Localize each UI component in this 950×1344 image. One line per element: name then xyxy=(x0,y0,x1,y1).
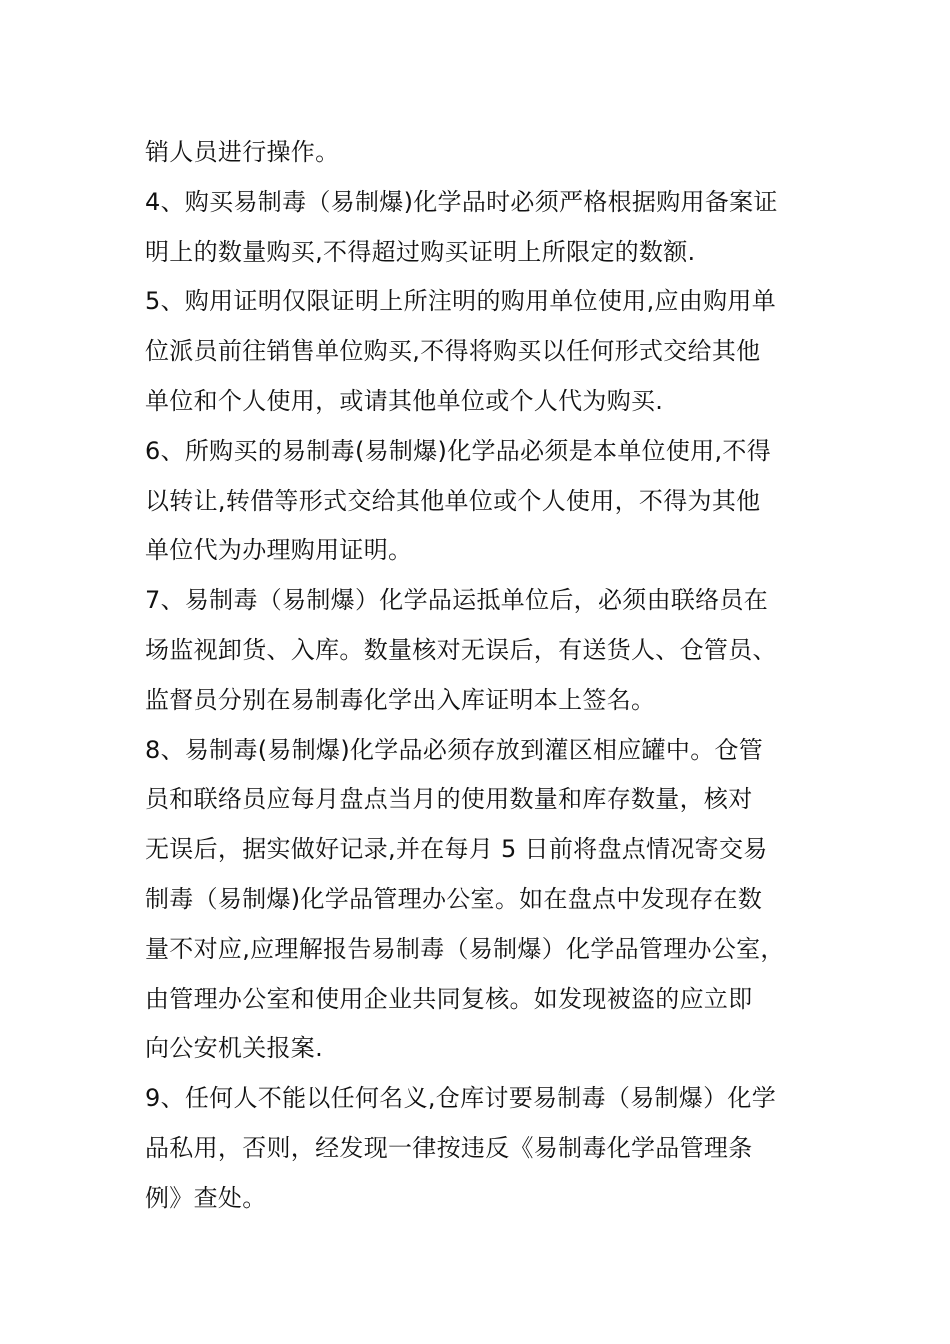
paragraph-item-5: 5、购用证明仅限证明上所注明的购用单位使用,应由购用单 位派员前往销售单位购买,不得将购买以任何形式交给其他 单位和个人使用，或请其他单位或个人代为购买. xyxy=(145,287,776,415)
paragraph-continuation: 销人员进行操作。 xyxy=(145,138,340,166)
document-body xyxy=(145,128,810,1224)
paragraph-item-4: 4、购买易制毒（易制爆)化学品时必须严格根据购用备案证 明上的数量购买,不得超过购买证明上所限定的数额. xyxy=(145,187,778,266)
paragraph-item-6: 6、所购买的易制毒(易制爆)化学品必须是本单位使用,不得 以转让,转借等形式交给其他单位或个人使用，不得为其他 单位代为办理购用证明。 xyxy=(145,436,772,565)
paragraph-item-9: 9、任何人不能以任何名义,仓库讨要易制毒（易制爆）化学 品私用，否则，经发现一律按违反《易制毒化学品管理条 例》查处。 xyxy=(145,1084,776,1212)
paragraph-item-7: 7、易制毒（易制爆）化学品运抵单位后，必须由联络员在 场监视卸货、入库。数量核对无误后，有送货人、仓管员、 监督员分别在易制毒化学出入库证明本上签名。 xyxy=(145,586,777,714)
paragraph-item-8: 8、易制毒(易制爆)化学品必须存放到灌区相应罐中。仓管 员和联络员应每月盘点当月的使用数量和库存数量，核对 无误后，据实做好记录,并在每月 5 日前将盘点情况寄交易 制毒（易制爆)化学品管理办公室。如在盘点中发现存在数 量不对应,应理解报告易制毒（易制爆）化学品管理办公室， 由管理办公室和使用企业共同复核。如发现被盗的应立即 向公安机关报案. xyxy=(145,735,785,1063)
